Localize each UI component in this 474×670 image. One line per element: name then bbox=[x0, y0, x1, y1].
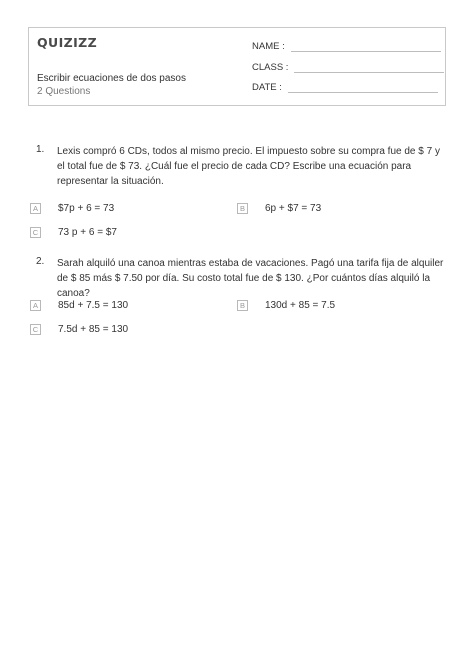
class-label: CLASS : bbox=[252, 62, 289, 73]
question-text: Sarah alquiló una canoa mientras estaba de vacaciones. Pagó una tarifa fija de alquiler de $ 85 más $ 7.50 por día. Su costo total fue de $ 130. ¿Por cuántos días alquiló la canoa? bbox=[57, 258, 444, 299]
option-letter-box: C bbox=[30, 227, 41, 238]
option-letter-box: C bbox=[30, 324, 41, 335]
option-text: 6p + $7 = 73 bbox=[265, 203, 322, 214]
date-field bbox=[252, 82, 438, 93]
worksheet-question-count: 2 Questions bbox=[37, 86, 91, 97]
question-number: 2. bbox=[36, 256, 45, 267]
option-text: 73 p + 6 = $7 bbox=[58, 227, 117, 238]
option-text: 7.5d + 85 = 130 bbox=[58, 324, 129, 335]
name-field bbox=[252, 41, 441, 52]
question-1-option-c[interactable] bbox=[30, 227, 117, 238]
option-letter-box: A bbox=[30, 203, 41, 214]
name-label: NAME : bbox=[252, 41, 285, 52]
option-text: $7p + 6 = 73 bbox=[58, 203, 115, 214]
option-letter-box: B bbox=[237, 300, 248, 311]
question-2-option-b[interactable] bbox=[237, 300, 335, 311]
option-text: 85d + 7.5 = 130 bbox=[58, 300, 129, 311]
worksheet-title: Escribir ecuaciones de dos pasos bbox=[37, 73, 186, 84]
worksheet-header bbox=[28, 27, 446, 106]
option-letter-box: B bbox=[237, 203, 248, 214]
date-blank-line bbox=[288, 83, 438, 93]
class-blank-line bbox=[294, 63, 444, 73]
option-letter-box: A bbox=[30, 300, 41, 311]
option-text: 130d + 85 = 7.5 bbox=[265, 300, 336, 311]
question-1-option-b[interactable] bbox=[237, 203, 321, 214]
date-label: DATE : bbox=[252, 82, 282, 93]
question-2-option-c[interactable] bbox=[30, 324, 128, 335]
question-2-option-a[interactable] bbox=[30, 300, 128, 311]
class-field bbox=[252, 62, 444, 73]
name-blank-line bbox=[291, 42, 441, 52]
quizizz-logo: QUIZIZZ bbox=[37, 35, 98, 50]
question-1-option-a[interactable] bbox=[30, 203, 114, 214]
question-number: 1. bbox=[36, 144, 45, 155]
question-text: Lexis compró 6 CDs, todos al mismo precio. El impuesto sobre su compra fue de $ 7 y el total fue de $ 73. ¿Cuál fue el precio de cada CD? Escribe una ecuación para representar la situación. bbox=[57, 146, 440, 187]
